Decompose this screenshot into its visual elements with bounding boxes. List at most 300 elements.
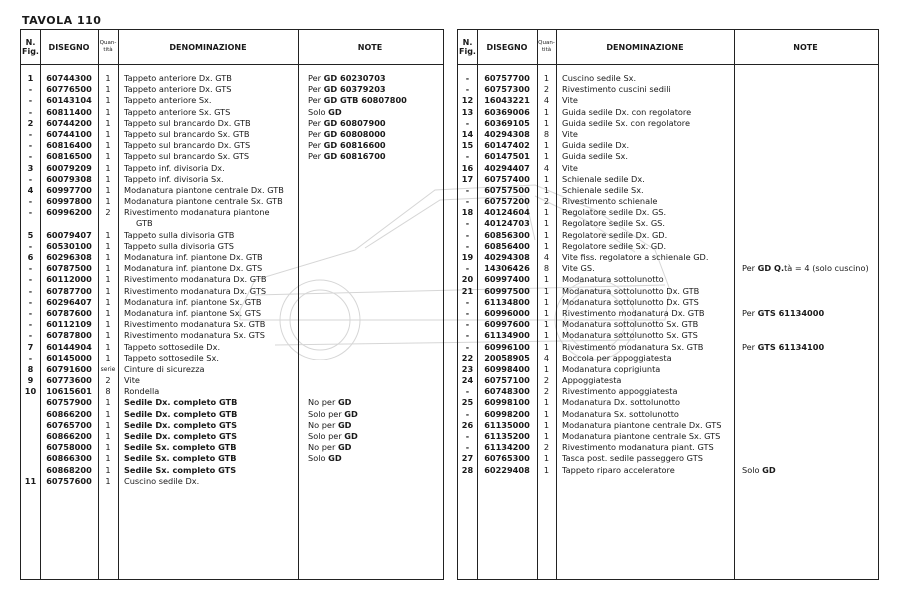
table-row: [21, 73, 443, 84]
table-row: [458, 465, 878, 476]
quantity: 1: [105, 106, 111, 117]
quantity: 1: [543, 453, 550, 464]
table-row: [21, 465, 443, 476]
quantity: 1: [543, 173, 550, 184]
quantity: 4: [543, 95, 550, 106]
quantity: 1: [543, 419, 550, 430]
part-number: 60787700: [46, 285, 92, 296]
header-denominazione: DENOMINAZIONE: [606, 42, 684, 52]
fig-number: -: [465, 263, 470, 274]
header-fig: N. Fig.: [22, 38, 39, 56]
quantity: 1: [105, 73, 111, 83]
table-row: [21, 129, 443, 140]
note-bold-text: GD 60816700: [323, 151, 386, 162]
quantity: 1: [543, 229, 550, 240]
description: Tappeto sul brancardo Dx. GTS: [124, 140, 251, 151]
quantity: 1: [105, 419, 111, 430]
fig-number: -: [465, 229, 470, 240]
note-bold-text: GD: [344, 408, 358, 419]
quantity: 1: [543, 285, 550, 296]
fig-number: -: [28, 285, 33, 296]
description: Guida sedile Sx. con regolatore: [562, 117, 691, 128]
description: Boccola per appoggiatesta: [562, 352, 672, 363]
note: [308, 84, 438, 95]
table-row: [458, 353, 878, 364]
fig-number: -: [28, 95, 33, 106]
part-number: 61135200: [484, 431, 530, 441]
fig-number: -: [465, 307, 470, 318]
table-row: [458, 286, 878, 297]
fig-number: 24: [461, 375, 474, 386]
part-number: 60757500: [484, 184, 530, 195]
quantity: 1: [543, 341, 550, 352]
table-row: [458, 409, 878, 420]
part-number: 60997500: [484, 285, 530, 296]
table-row: [458, 218, 878, 229]
part-number: 60996200: [46, 207, 92, 218]
part-number: 60998100: [484, 397, 530, 408]
description: Guida sedile Dx.: [562, 140, 630, 151]
quantity: 1: [105, 464, 111, 475]
table-row: [458, 308, 878, 319]
description: Rondella: [124, 386, 160, 397]
table-row: [21, 95, 443, 106]
table-row: [458, 230, 878, 241]
description: Regolatore sedile Sx. GD.: [562, 240, 667, 251]
note-text: Per: [308, 84, 324, 95]
quantity: 1: [105, 128, 111, 139]
description: Rivestimento schienale: [562, 196, 658, 207]
table-row: [458, 375, 878, 386]
header-fig: N. Fig.: [459, 38, 476, 56]
table-row: [21, 84, 443, 95]
part-number: 60112109: [46, 319, 92, 330]
part-number: 60744200: [46, 117, 92, 128]
description: Tappeto inf. divisoria Dx.: [124, 162, 225, 173]
fig-number: -: [28, 196, 33, 207]
quantity: 4: [543, 162, 550, 173]
table-row: [458, 297, 878, 308]
table-row: [458, 342, 878, 353]
quantity: 1: [105, 196, 111, 207]
part-number: 60811400: [46, 106, 92, 117]
quantity: 1: [105, 307, 111, 318]
table-row: [458, 107, 878, 118]
description: Modanatura Sx. sottolunotto: [562, 408, 679, 419]
fig-number: 7: [27, 341, 34, 352]
fig-number: 8: [27, 363, 34, 374]
description: Rivestimento cuscini sedili: [562, 84, 671, 95]
quantity: 2: [543, 375, 550, 386]
part-number: 60791600: [46, 363, 92, 374]
table-row: [21, 107, 443, 118]
fig-number: 25: [461, 397, 474, 408]
part-number: 40294308: [484, 128, 530, 139]
note: [308, 118, 438, 129]
quantity: serie: [100, 365, 116, 373]
description: Tappeto anteriore Sx.: [124, 95, 212, 106]
fig-number: -: [28, 240, 33, 251]
fig-number: 10: [24, 386, 37, 397]
fig-number: -: [465, 341, 470, 352]
quantity: 1: [105, 442, 111, 453]
part-number: 60229408: [484, 464, 530, 475]
fig-number: -: [28, 106, 33, 117]
quantity: 1: [105, 274, 111, 285]
fig-number: 26: [461, 419, 474, 430]
fig-number: -: [465, 330, 470, 341]
table-row: [21, 207, 443, 218]
quantity: 1: [105, 229, 111, 240]
note-bold-text: GD 60230703: [323, 73, 386, 83]
table-header: [458, 30, 878, 65]
description: Appoggiatesta: [562, 375, 622, 386]
table-body: [458, 73, 878, 476]
parts-table-left: [20, 29, 444, 580]
table-row: [21, 364, 443, 375]
note: [308, 442, 438, 453]
fig-number: 3: [27, 162, 34, 173]
description: Regolatore sedile Dx. GD.: [562, 229, 668, 240]
table-row: [21, 297, 443, 308]
table-row: [21, 230, 443, 241]
table-row: [21, 386, 443, 397]
fig-number: -: [465, 442, 470, 453]
table-row: [21, 118, 443, 129]
note-bold-text: GD 60816600: [323, 140, 386, 151]
note: [308, 409, 438, 420]
quantity: 1: [543, 431, 550, 441]
description: Vite fiss. regolatore a schienale GD.: [562, 252, 709, 262]
note-text: Solo per: [308, 431, 345, 441]
fig-number: -: [28, 274, 33, 285]
note: [742, 342, 877, 353]
description: Tappeto sul brancardo Dx. GTB: [124, 117, 251, 128]
description: Sedile Sx. completo GTS: [124, 464, 237, 475]
table-row: [458, 397, 878, 408]
quantity: 1: [543, 330, 550, 341]
part-number: 20058905: [484, 352, 530, 363]
note: [308, 140, 438, 151]
fig-number: 2: [27, 117, 34, 128]
description: Rivestimento modanatura Sx. GTB: [124, 319, 266, 330]
quantity: 1: [543, 296, 550, 307]
table-row: [458, 118, 878, 129]
fig-number: 23: [461, 363, 474, 374]
table-row: [458, 263, 878, 274]
table-row: [458, 386, 878, 397]
note: [742, 465, 877, 476]
table-row: [21, 420, 443, 431]
description: Modanatura inf. piantone Sx. GTB: [124, 296, 262, 307]
table-row: [21, 218, 443, 229]
quantity: 1: [543, 363, 550, 374]
description: Vite: [124, 375, 140, 386]
note: [308, 129, 438, 140]
note-text: Solo per: [308, 408, 345, 419]
fig-number: -: [465, 151, 470, 162]
fig-number: -: [28, 128, 33, 139]
table-row: [21, 241, 443, 252]
fig-number: -: [465, 296, 470, 307]
quantity: 2: [105, 375, 111, 386]
part-number: 60757100: [484, 375, 530, 386]
table-row: [21, 442, 443, 453]
quantity: 2: [105, 207, 111, 218]
description: Modanatura coprigiunta: [562, 363, 661, 374]
quantity: 1: [543, 106, 550, 117]
fig-number: 27: [461, 453, 474, 464]
fig-number: -: [465, 386, 470, 397]
note: [308, 420, 438, 431]
fig-number: -: [28, 173, 33, 184]
table-row: [458, 442, 878, 453]
quantity: 1: [105, 162, 111, 173]
fig-number: 12: [461, 95, 474, 106]
fig-number: 5: [27, 229, 34, 240]
fig-number: -: [28, 140, 33, 151]
note: [308, 453, 438, 464]
fig-number: -: [465, 431, 470, 441]
description: Cuscino sedile Sx.: [562, 73, 637, 83]
note-text: Solo: [308, 106, 329, 117]
table-row: [21, 476, 443, 487]
note: [308, 95, 438, 106]
fig-number: -: [28, 84, 33, 95]
quantity: 1: [105, 184, 111, 195]
table-row: [21, 308, 443, 319]
table-row: [21, 286, 443, 297]
quantity: 1: [105, 352, 111, 363]
part-number: 60744100: [46, 128, 92, 139]
fig-number: 22: [461, 352, 474, 363]
description: Guida sedile Sx.: [562, 151, 628, 162]
note-text: Per: [308, 117, 324, 128]
note: [308, 73, 438, 84]
part-number: 60856400: [484, 240, 530, 251]
part-number: 60757600: [46, 475, 92, 486]
table-row: [458, 330, 878, 341]
header-quantita: Quan- tità: [538, 40, 555, 53]
part-number: 61134200: [484, 442, 530, 453]
header-disegno: DISEGNO: [486, 42, 528, 52]
part-number: 60296308: [46, 252, 92, 262]
fig-number: -: [465, 240, 470, 251]
description: Rivestimento modanatura Dx. GTB: [124, 274, 267, 285]
table-row: [21, 342, 443, 353]
table-row: [458, 196, 878, 207]
description: Sedile Dx. completo GTB: [124, 397, 238, 408]
description: Sedile Sx. completo GTB: [124, 453, 237, 464]
table-row: [21, 151, 443, 162]
note-bold-text: GTS 61134000: [757, 307, 825, 318]
table-row: [21, 375, 443, 386]
fig-number: 19: [461, 252, 474, 262]
description: Modanatura inf. piantone Dx. GTB: [124, 252, 263, 262]
fig-number: -: [465, 319, 470, 330]
table-row: [458, 129, 878, 140]
fig-number: -: [28, 307, 33, 318]
part-number: 60757400: [484, 173, 530, 184]
table-row: [21, 252, 443, 263]
quantity: 1: [543, 408, 550, 419]
description: Rivestimento modanatura Dx. GTS: [124, 285, 267, 296]
description: Modanatura Dx. sottolunotto: [562, 397, 681, 408]
part-number: 60996000: [484, 307, 530, 318]
quantity: 1: [543, 117, 550, 128]
fig-number: 21: [461, 285, 474, 296]
description: Tappeto sottosedile Dx.: [124, 341, 221, 352]
note: [308, 397, 438, 408]
table-row: [21, 330, 443, 341]
table-row: [458, 252, 878, 263]
note-bold-text: GD 60808000: [323, 128, 386, 139]
part-number: 60530100: [46, 240, 92, 251]
table-row: [21, 163, 443, 174]
table-row: [458, 73, 878, 84]
quantity: 1: [543, 140, 550, 151]
fig-number: 6: [27, 252, 34, 262]
part-number: 60143104: [46, 95, 92, 106]
description: Cinture di sicurezza: [124, 363, 205, 374]
quantity: 1: [543, 397, 550, 408]
part-number: 60998200: [484, 408, 530, 419]
table-row: [21, 397, 443, 408]
table-row: [458, 364, 878, 375]
quantity: 1: [543, 319, 550, 330]
fig-number: -: [465, 218, 470, 229]
description: Schienale sedile Sx.: [562, 184, 644, 195]
fig-number: -: [465, 184, 470, 195]
part-number: 60369105: [484, 117, 530, 128]
description: Vite GS.: [562, 263, 595, 274]
table-row: [458, 140, 878, 151]
description: Regolatore sedile Dx. GS.: [562, 207, 667, 218]
note-text: Solo: [742, 464, 763, 475]
part-number: 61134800: [484, 296, 530, 307]
note: [308, 431, 438, 442]
note: [308, 107, 438, 118]
description: Tappeto anteriore Dx. GTS: [124, 84, 232, 95]
description: Modanatura piantone centrale Sx. GTB: [124, 196, 283, 207]
description: Modanatura inf. piantone Dx. GTS: [124, 263, 263, 274]
quantity: 1: [105, 431, 111, 441]
quantity: 1: [543, 73, 550, 83]
quantity: 1: [105, 151, 111, 162]
part-number: 60866300: [46, 453, 92, 464]
part-number: 60776500: [46, 84, 92, 95]
part-number: 60757200: [484, 196, 530, 207]
part-number: 61135000: [484, 419, 530, 430]
fig-number: -: [465, 408, 470, 419]
description: Schienale sedile Dx.: [562, 173, 645, 184]
table-row: [458, 241, 878, 252]
note-text: tà = 4 (solo cuscino): [784, 263, 869, 274]
note-bold-text: GD: [337, 442, 352, 453]
description: Vite: [562, 162, 578, 173]
part-number: 60816500: [46, 151, 92, 162]
part-number: 60996100: [484, 341, 530, 352]
table-row: [21, 409, 443, 420]
fig-number: -: [28, 352, 33, 363]
header-quantita: Quan- tità: [99, 40, 117, 53]
quantity: 1: [105, 173, 111, 184]
description: Tappeto sulla divisoria GTS: [124, 240, 234, 251]
note-text: Per: [742, 263, 758, 274]
note-bold-text: GD GTB 60807800: [323, 95, 407, 106]
part-number: 60773600: [46, 375, 92, 386]
description: Vite: [562, 95, 578, 106]
part-number: 60369006: [484, 106, 530, 117]
quantity: 2: [543, 196, 550, 207]
part-number: 60758000: [46, 442, 92, 453]
note-bold-text: GD: [344, 431, 358, 441]
note-bold-text: GD 60807900: [323, 117, 386, 128]
description: Tappeto sul brancardo Sx. GTB: [124, 128, 250, 139]
quantity: 1: [105, 330, 111, 341]
fig-number: -: [28, 263, 33, 274]
part-number: 60997600: [484, 319, 530, 330]
description: Modanatura sottolunotto: [562, 274, 664, 285]
part-number: 40294308: [484, 252, 530, 262]
description: Cuscino sedile Dx.: [124, 475, 200, 486]
description: Modanatura sottolunotto Sx. GTB: [562, 319, 699, 330]
part-number: 60144904: [46, 341, 92, 352]
quantity: 8: [543, 128, 550, 139]
description: Tappeto sul brancardo Sx. GTS: [124, 151, 250, 162]
quantity: 1: [543, 307, 550, 318]
table-row: [21, 453, 443, 464]
header-disegno: DISEGNO: [48, 42, 90, 52]
description: Tasca post. sedile passeggero GTS: [562, 453, 703, 464]
part-number: 60787600: [46, 307, 92, 318]
part-number: 60997700: [46, 184, 92, 195]
part-number: 60145000: [46, 352, 92, 363]
quantity: 1: [105, 453, 111, 464]
note-bold-text: GD: [762, 464, 776, 475]
description: Tappeto riparo acceleratore: [562, 464, 675, 475]
quantity: 1: [543, 151, 550, 162]
fig-number: 15: [461, 140, 474, 151]
quantity: 8: [105, 386, 111, 397]
description: Modanatura inf. piantone Sx. GTS: [124, 307, 262, 318]
table-row: [458, 151, 878, 162]
quantity: 1: [105, 140, 111, 151]
fig-number: 16: [461, 162, 474, 173]
note-text: Per: [742, 307, 758, 318]
fig-number: -: [465, 73, 470, 83]
part-number: 60866200: [46, 408, 92, 419]
part-number: 16043221: [484, 95, 530, 106]
fig-number: 17: [461, 173, 474, 184]
note-text: No per: [308, 397, 338, 408]
quantity: 1: [543, 240, 550, 251]
fig-number: 18: [461, 207, 474, 218]
quantity: 1: [105, 263, 111, 274]
description: Modanatura sottolunotto Dx. GTB: [562, 285, 700, 296]
table-header: [21, 30, 443, 65]
fig-number: 4: [27, 184, 34, 195]
part-number: 60112000: [46, 274, 92, 285]
part-number: 60296407: [46, 296, 92, 307]
fig-number: -: [28, 207, 33, 218]
table-row: [21, 174, 443, 185]
note-bold-text: GD: [328, 106, 342, 117]
quantity: 2: [543, 386, 550, 397]
header-denominazione: DENOMINAZIONE: [169, 42, 247, 52]
note-bold-text: GD 60379203: [323, 84, 386, 95]
table-row: [21, 196, 443, 207]
